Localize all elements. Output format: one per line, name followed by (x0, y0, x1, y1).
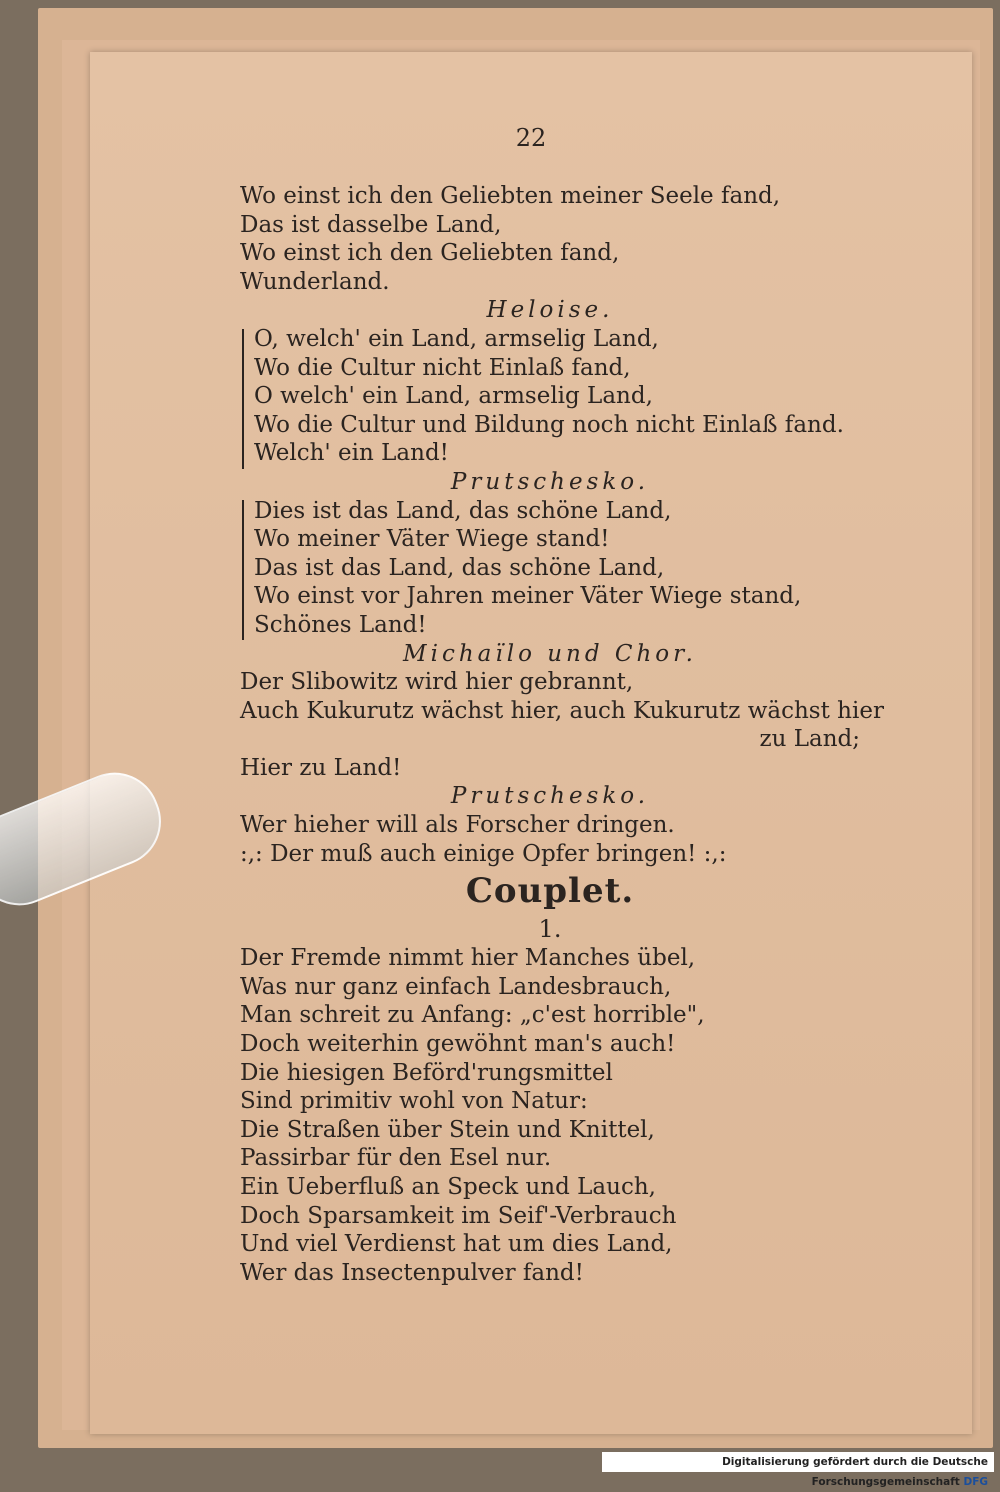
verse-line: Wo einst ich den Geliebten meiner Seele fand, (240, 183, 781, 209)
page-number: 22 (515, 124, 547, 152)
verse-line: Das ist dasselbe Land, (240, 211, 502, 238)
verse-line: Der Slibowitz wird hier gebrannt, (240, 669, 634, 696)
couplet-line: Was nur ganz einfach Landesbrauch, (240, 973, 672, 1000)
speaker-bracket-prutschesko (242, 500, 252, 640)
speaker-heloise: Heloise. (486, 297, 614, 324)
verse-line: O, welch' ein Land, armselig Land, (254, 325, 659, 352)
couplet-line: Der Fremde nimmt hier Manches übel, (240, 945, 696, 972)
couplet-line: Ein Ueberfluß an Speck und Lauch, (240, 1174, 656, 1200)
verse-line: Wo einst ich den Geliebten fand, (240, 240, 620, 267)
couplet-line: Passirbar für den Esel nur. (240, 1145, 552, 1172)
couplet-line: Doch Sparsamkeit im Seif'-Verbrauch (240, 1202, 677, 1229)
funding-footer (602, 1452, 994, 1488)
dfg-logo-icon: DFG (963, 1476, 988, 1488)
verse-line: O welch' ein Land, armselig Land, (254, 383, 653, 410)
speaker-michailo: Michaïlo und Chor. (403, 640, 697, 667)
book-page (90, 52, 972, 1434)
page-text (240, 182, 884, 1287)
verse-continuation: zu Land; (759, 726, 860, 753)
couplet-number: 1. (538, 915, 562, 944)
speaker-prutschesko: Prutschesko. (450, 783, 650, 810)
couplet-line: Wer das Insectenpulver fand! (240, 1259, 584, 1286)
footer-text: Digitalisierung gefördert durch die Deutsche Forschungsgemeinschaft (722, 1456, 988, 1488)
couplet-line: Die Straßen über Stein und Knittel, (240, 1116, 655, 1143)
verse-line: Wo meiner Väter Wiege stand! (254, 526, 610, 553)
couplet-line: Die hiesigen Beförd'rungsmittel (240, 1059, 613, 1086)
speaker-bracket-heloise (242, 329, 252, 469)
verse-line: Das ist das Land, das schöne Land, (254, 554, 665, 581)
verse-line: Wer hieher will als Forscher dringen. (240, 812, 675, 839)
verse-line: Schönes Land! (254, 611, 427, 638)
verse-line: Dies ist das Land, das schöne Land, (254, 497, 672, 524)
verse-line: Wo die Cultur und Bildung noch nicht Einlaß fand. (254, 411, 844, 438)
couplet-line: Und viel Verdienst hat um dies Land, (240, 1231, 673, 1258)
speaker-prutschesko: Prutschesko. (450, 468, 650, 495)
couplet-title: Couplet. (465, 871, 635, 912)
verse-line: :,: Der muß auch einige Opfer bringen! :,: (240, 840, 727, 867)
couplet-line: Sind primitiv wohl von Natur: (240, 1088, 588, 1115)
verse-line: Wo einst vor Jahren meiner Väter Wiege stand, (254, 583, 802, 610)
verse-line: Auch Kukurutz wächst hier, auch Kukurutz wächst hier (240, 697, 884, 724)
couplet-line: Doch weiterhin gewöhnt man's auch! (240, 1031, 676, 1058)
couplet-line: Man schreit zu Anfang: „c'est horrible", (240, 1002, 705, 1029)
verse-line: Wo die Cultur nicht Einlaß fand, (254, 354, 631, 381)
verse-line: Welch' ein Land! (254, 440, 449, 467)
verse-line: Wunderland. (240, 268, 390, 295)
verse-line: Hier zu Land! (240, 754, 402, 781)
